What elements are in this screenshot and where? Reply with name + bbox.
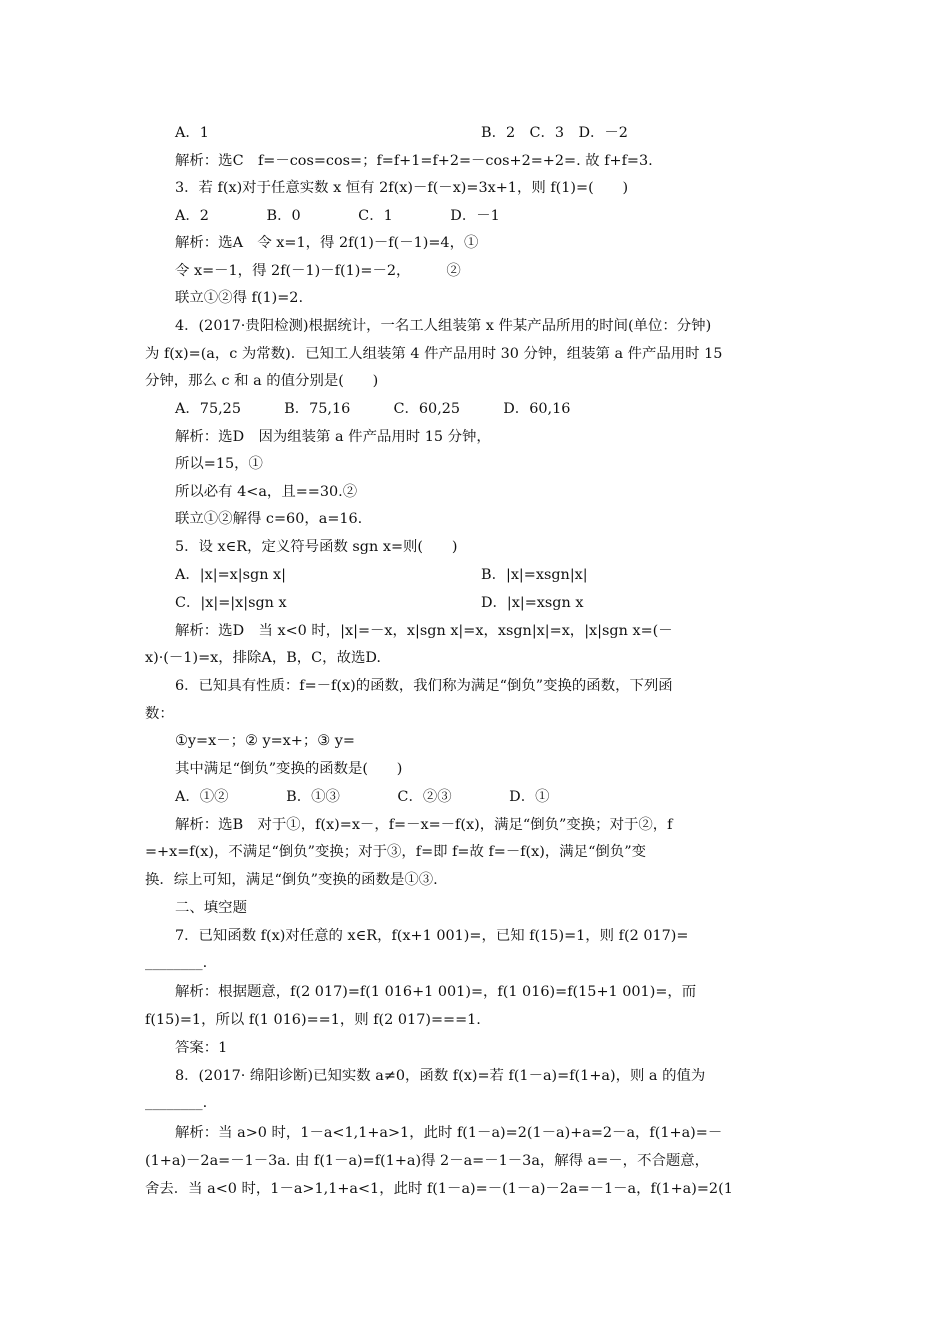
q5-option-a: A．|x|=x|sgn x| — [175, 567, 287, 583]
q4-stem-line-2: 为 f(x)=(a，c 为常数)．已知工人组装第 4 件产品用时 30 分钟，组装第 a 件产品用时 15 — [145, 346, 723, 362]
q7-blank: ________. — [145, 955, 208, 971]
q3-solution-line-1: 解析：选A 令 x=1，得 2f(1)－f(－1)=4，① — [175, 235, 479, 251]
q8-blank: ________. — [145, 1095, 208, 1111]
q6-stem-line-1: 6．已知具有性质：f=－f(x)的函数，我们称为满足“倒负”变换的函数，下列函 — [175, 678, 673, 694]
q3-solution-line-2: 令 x=－1，得 2f(－1)－f(1)=－2， ② — [175, 263, 461, 279]
q3-solution-line-3: 联立①②得 f(1)=2. — [175, 290, 304, 306]
q4-solution-line-3: 所以必有 4<a，且==30.② — [175, 484, 358, 500]
q2-solution: 解析：选C f=－cos=cos=；f=f+1=f+2=－cos+2=+2=. 故 f+f=3. — [175, 153, 653, 169]
q5-option-c: C．|x|=|x|sgn x — [175, 595, 287, 611]
q4-stem-line-3: 分钟，那么 c 和 a 的值分别是( ) — [145, 373, 379, 389]
q8-solution-line-2: (1+a)－2a=－1－3a. 由 f(1－a)=f(1+a)得 2－a=－1－3a，解得 a=－，不合题意， — [145, 1153, 710, 1169]
q4-stem-line-1: 4．(2017·贵阳检测)根据统计，一名工人组装第 x 件某产品所用的时间(单位：分钟) — [175, 318, 712, 334]
q4-options: A．75,25 B．75,16 C．60,25 D．60,16 — [175, 401, 571, 417]
q3-options: A．2 B．0 C．1 D．－1 — [175, 208, 500, 224]
q5-option-d: D．|x|=xsgn x — [481, 595, 584, 611]
q6-solution-line-1: 解析：选B 对于①，f(x)=x－，f=－x=－f(x)，满足“倒负”变换；对于②，f — [175, 817, 673, 833]
q2-option-a: A．1 — [175, 125, 209, 141]
q8-stem-line-1: 8．(2017· 绵阳诊断)已知实数 a≠0，函数 f(x)=若 f(1－a)=f(1+a)，则 a 的值为 — [175, 1068, 706, 1084]
q4-solution-line-4: 联立①②解得 c=60，a=16. — [175, 511, 363, 527]
q8-solution-line-3: 舍去．当 a<0 时，1－a>1,1+a<1，此时 f(1－a)=－(1－a)－2a=－1－a，f(1+a)=2(1 — [145, 1181, 733, 1197]
q4-solution-line-1: 解析：选D 因为组装第 a 件产品用时 15 分钟， — [175, 429, 491, 445]
q6-solution-line-2: =+x=f(x)，不满足“倒负”变换；对于③，f=即 f=故 f=－f(x)，满足“倒负”变 — [145, 844, 646, 860]
q5-solution-line-2: x)·(－1)=x，排除A，B，C，故选D. — [145, 650, 381, 666]
q5-stem: 5．设 x∈R，定义符号函数 sgn x=则( ) — [175, 539, 458, 555]
q6-question: 其中满足“倒负”变换的函数是( ) — [175, 761, 403, 777]
q7-answer: 答案：1 — [175, 1040, 228, 1056]
q7-stem-line-1: 7．已知函数 f(x)对任意的 x∈R，f(x+1 001)=，已知 f(15)=1，则 f(2 017)= — [175, 928, 689, 944]
q7-solution-line-1: 解析：根据题意，f(2 017)=f(1 016+1 001)=，f(1 016)=f(15+1 001)=，而 — [175, 984, 697, 1000]
q7-solution-line-2: f(15)=1，所以 f(1 016)==1，则 f(2 017)===1. — [145, 1012, 481, 1028]
q6-stem-line-2: 数： — [145, 706, 174, 722]
q8-solution-line-1: 解析：当 a>0 时，1－a<1,1+a>1，此时 f(1－a)=2(1－a)+a=2－a，f(1+a)=－ — [175, 1125, 723, 1141]
q2-options-bcd: B．2 C．3 D．－2 — [481, 125, 628, 141]
q6-options: A．①② B．①③ C．②③ D．① — [175, 789, 550, 805]
section-heading-fill-in: 二、填空题 — [175, 900, 247, 916]
q4-solution-line-2: 所以=15，① — [175, 456, 263, 472]
q6-functions: ①y=x－；② y=x+；③ y= — [175, 733, 355, 749]
q6-solution-line-3: 换．综上可知，满足“倒负”变换的函数是①③. — [145, 872, 438, 888]
q3-stem: 3．若 f(x)对于任意实数 x 恒有 2f(x)－f(－x)=3x+1，则 f(1)=( ) — [175, 180, 629, 196]
q5-solution-line-1: 解析：选D 当 x<0 时，|x|=－x，x|sgn x|=x，xsgn|x|=x，|x|sgn x=(－ — [175, 623, 673, 639]
q5-option-b: B．|x|=xsgn|x| — [481, 567, 588, 583]
